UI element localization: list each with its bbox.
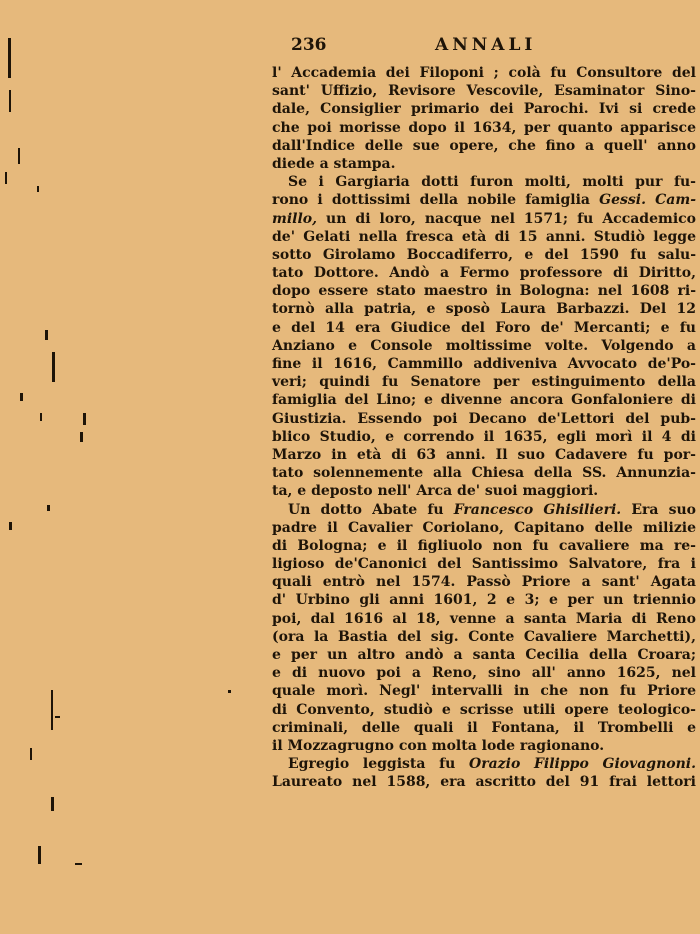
text-line: dale, Consiglier primario dei Parochi. Ivi si crede	[272, 101, 696, 118]
text-line: sotto Girolamo Boccadiferro, e del 1590 fu salu-	[272, 246, 696, 263]
margin-mark	[9, 522, 12, 530]
text-line: ligioso de'Canonici del Santissimo Salvatore, fra i	[272, 556, 696, 573]
text-line: quali entrò nel 1574. Passò Priore a sant' Agata	[272, 574, 696, 591]
text-line	[272, 210, 696, 228]
text-line: de' Gelati nella fresca età di 15 anni. Studiò legge	[272, 228, 696, 245]
text-line: Anziano e Console moltissime volte. Volgendo a	[272, 337, 696, 354]
margin-mark	[75, 863, 82, 865]
body-text	[272, 64, 696, 792]
text-line: (ora la Bastia del sig. Conte Cavaliere Marchetti),	[272, 628, 696, 645]
margin-mark	[228, 690, 231, 693]
text-line: fine il 1616, Cammillo addiveniva Avvocato de'Po-	[272, 356, 696, 372]
margin-mark	[55, 716, 60, 718]
margin-mark	[51, 797, 54, 811]
text-line: veri; quindi fu Senatore per estinguimento della	[272, 374, 696, 391]
margin-mark	[5, 172, 7, 184]
text-line: Marzo in età di 63 anni. Il suo Cadavere fu por-	[272, 446, 696, 463]
text-line: tato solennemente alla Chiesa della SS. Annunzia-	[272, 465, 696, 482]
margin-mark	[20, 393, 23, 401]
text-line: famiglia del Lino; e divenne ancora Gonfaloniere di	[272, 392, 696, 409]
margin-mark	[52, 352, 55, 382]
text-line: tato Dottore. Andò a Fermo professore di Diritto,	[272, 265, 696, 282]
margin-mark	[9, 90, 11, 112]
page-number: 236	[291, 35, 327, 55]
italic-name: Francesco Ghisilieri.	[453, 501, 622, 518]
italic-name: millo,	[272, 210, 317, 227]
text-segment: Era suo	[621, 501, 696, 518]
text-line: diede a stampa.	[272, 155, 396, 172]
text-line: ta, e deposto nell' Arca de' suoi maggiori.	[272, 483, 599, 500]
text-line: che poi morisse dopo il 1634, per quanto apparisce	[272, 119, 696, 136]
text-line: d' Urbino gli anni 1601, 2 e 3; e per un triennio	[272, 592, 696, 609]
running-head: ANNALI	[435, 35, 537, 55]
text-line: e di nuovo poi a Reno, sino all' anno 1625, nel	[272, 665, 696, 682]
margin-mark	[47, 505, 50, 511]
text-line: l' Accademia dei Filoponi ; colà fu Consultore del	[272, 65, 696, 81]
italic-name: Orazio Filippo Giovagnoni.	[469, 756, 696, 773]
text-segment: rono i dottissimi della nobile famiglia	[272, 192, 600, 209]
text-line: criminali, delle quali il Fontana, il Trombelli e	[272, 719, 696, 736]
text-line: poi, dal 1616 al 18, venne a santa Maria di Reno	[272, 610, 696, 627]
text-segment: Egregio leggista fu	[288, 756, 470, 773]
text-line	[272, 501, 696, 519]
text-line: padre il Cavalier Coriolano, Capitano delle milizie	[272, 519, 696, 536]
text-line: e per un altro andò a santa Cecilia della Croara;	[272, 647, 696, 663]
text-line: Laureato nel 1588, era ascritto del 91 frai lettori	[272, 774, 696, 791]
text-line: quale morì. Negl' intervalli in che non fu Priore	[272, 683, 696, 700]
text-line	[272, 191, 696, 209]
text-line: dopo essere stato maestro in Bologna: nel 1608 ri-	[272, 283, 696, 300]
text-line: tornò alla patria, e sposò Laura Barbazzi. Del 12	[272, 301, 696, 318]
margin-mark	[37, 186, 39, 192]
margin-mark	[38, 846, 41, 864]
text-line: dall'Indice delle sue opere, che fino a quell' anno	[272, 137, 696, 154]
margin-mark	[8, 38, 11, 78]
text-line: Se i Gargiaria dotti furon molti, molti pur fu-	[288, 174, 696, 191]
italic-name: Gessi. Cam-	[599, 192, 697, 209]
text-line: il Mozzagrugno con molta lode ragionano.	[272, 737, 605, 754]
text-line	[272, 755, 696, 773]
margin-mark	[45, 330, 48, 340]
text-line: sant' Uffizio, Revisore Vescovile, Esaminator Sino-	[272, 83, 696, 100]
text-line: Giustizia. Essendo poi Decano de'Lettori del pub-	[272, 410, 696, 427]
text-line: di Bologna; e il figliuolo non fu cavaliere ma re-	[272, 537, 696, 554]
margin-mark	[18, 148, 20, 164]
margin-mark	[80, 432, 83, 442]
text-line: di Convento, studiò e scrisse utili opere teologico-	[272, 701, 696, 718]
text-segment: un di loro, nacque nel 1571; fu Accademico	[316, 210, 696, 227]
text-segment: Un dotto Abate fu	[288, 501, 454, 518]
margin-mark	[40, 413, 42, 421]
text-line: e del 14 era Giudice del Foro de' Mercanti; e fu	[272, 319, 696, 336]
text-line: blico Studio, e correndo il 1635, egli morì il 4 di	[272, 428, 696, 445]
margin-mark	[30, 748, 32, 760]
margin-mark	[83, 413, 86, 425]
margin-mark	[51, 690, 53, 730]
